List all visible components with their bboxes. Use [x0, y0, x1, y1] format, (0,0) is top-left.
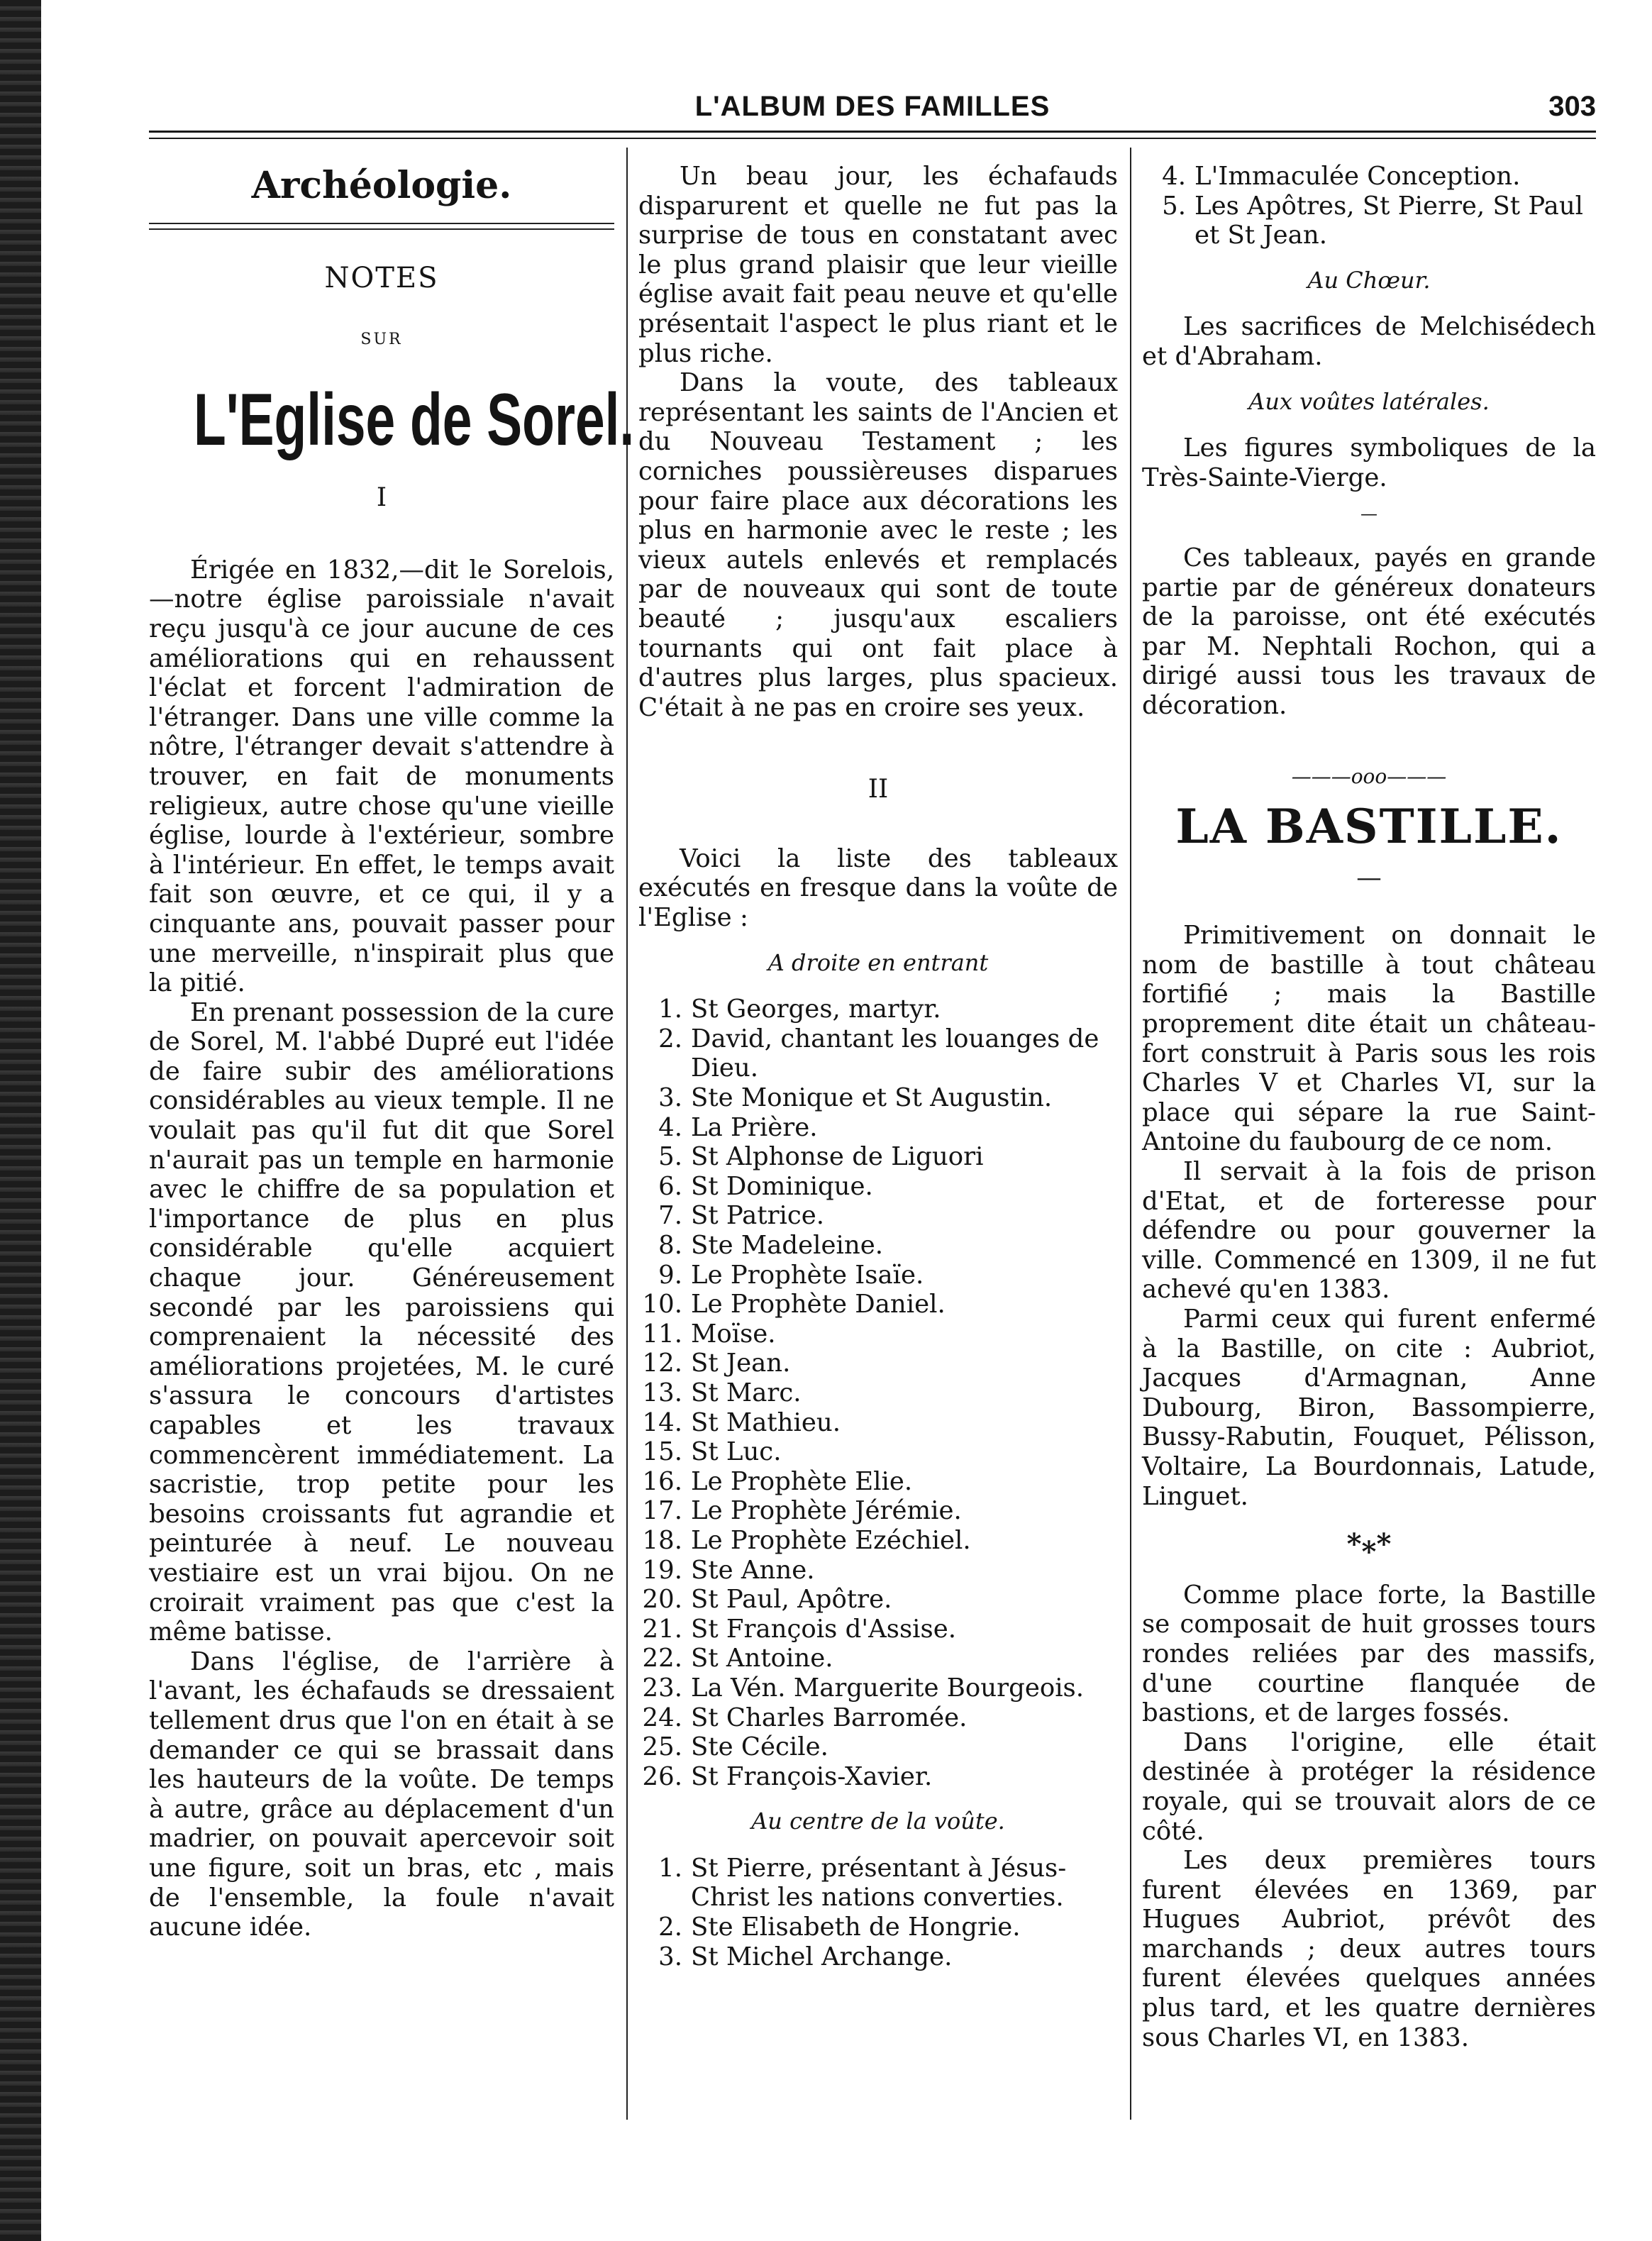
list-item: [1142, 162, 1596, 192]
list-item-text: St Marc.: [691, 1378, 802, 1407]
list-item-number: 4.: [658, 1112, 682, 1142]
page: [149, 71, 1596, 2128]
list-item-text: Ste Cécile.: [691, 1732, 828, 1762]
paragraph: En prenant possession de la cure de Sorel, M. l'abbé Dupré eut l'idée de faire subir des améliorations considérables au vieux temple. Il ne voulait pas qu'il fut dit que Sorel n'aurait pas un temple en harmonie avec le chiffre de sa population et l'importance de plus en plus considérable qu'elle acquiert chaque jour. Généreusement secondé par les paroissiens qui comprenaient la nécessité des améliorations projetées, M. le curé s'assura le concours d'artistes capables et les travaux commencèrent immédiatement. La sacristie, trop petite pour les besoins croissants fut agrandie et peinturée à neuf. Le nouveau vestiaire est un vrai bijou. On ne croirait vraiment pas que c'est la même batisse.: [149, 997, 614, 1647]
list-item: [638, 1437, 1118, 1467]
list-item: [1142, 192, 1596, 250]
list-item-number: 15.: [642, 1437, 682, 1467]
list-item-text: St Dominique.: [691, 1171, 873, 1201]
paragraph: Érigée en 1832,—dit le Sorelois,—notre église paroissiale n'avait reçu jusqu'à ce jour aucune de ces améliorations qui en rehaussent l'éclat et forcent l'admiration de l'étranger. Dans une ville comme la nôtre, l'étranger devait s'attendre à trouver, en fait de monuments religieux, autre chose qu'une vieille église, lourde à l'extérieur, sombre à l'intérieur. En effet, le temps avait fait son œuvre, et ce qui, il y a cinquante ans, pouvait passer pour une merveille, n'inspirait plus que la pitié.: [149, 555, 614, 998]
list-item: [638, 1854, 1118, 1913]
list-item: [638, 1319, 1118, 1349]
paintings-list-continued: [1142, 162, 1596, 250]
list-item: [638, 1703, 1118, 1733]
book-spine-edge: [0, 0, 41, 2241]
paragraph: Les figures symboliques de la Très-Sainte-Vierge.: [1142, 433, 1596, 492]
list-item-text: St Alphonse de Liguori: [691, 1142, 984, 1172]
list-item-number: 9.: [658, 1260, 682, 1290]
list-item-text: Ste Madeleine.: [691, 1231, 883, 1260]
list-item-number: 2.: [658, 1913, 682, 1942]
list-item-number: 13.: [642, 1378, 682, 1407]
list-item-number: 19.: [642, 1555, 682, 1585]
asterism: *⁎*: [1346, 1527, 1392, 1561]
list-item-text: La Vén. Marguerite Bourgeois.: [691, 1673, 1085, 1703]
list-item: [638, 1083, 1118, 1113]
list-item-number: 24.: [642, 1703, 682, 1732]
column-1: [149, 162, 635, 1942]
paragraph: Les deux premières tours furent élevées en 1369, par Hugues Aubriot, prévôt des marchands ; deux autres tours furent élevées quelques années plus tard, et les quatre dernières sous Charles VI, en 1383.: [1142, 1846, 1596, 2052]
list-item: [638, 1201, 1118, 1231]
paragraph: Dans l'église, de l'arrière à l'avant, les échafauds se dressaient tellement drus que l'on en était à se demander ce qui se brassait dans les hauteurs de la voûte. De temps à autre, grâce au déplacement d'un madrier, on pouvait apercevoir soit une figure, soit un bras, etc , mais de l'ensemble, la foule n'avait aucune idée.: [149, 1647, 614, 1942]
list-item-text: Le Prophète Isaïe.: [691, 1260, 924, 1290]
list-item-text: St Charles Barromée.: [691, 1703, 968, 1732]
paragraph: Parmi ceux qui furent enfermé à la Bastille, on cite : Aubriot, Jacques d'Armagnan, Anne Dubourg, Biron, Bassompierre, Bussy-Rabutin, Fouquet, Pélisson, Voltaire, La Bourdonnais, Latude, Linguet.: [1142, 1305, 1596, 1511]
list-item-number: 23.: [642, 1673, 682, 1703]
paintings-list-right: [638, 995, 1118, 1791]
list-item: [638, 1615, 1118, 1644]
list-item: [638, 1378, 1118, 1408]
list-item-number: 3.: [658, 1083, 682, 1113]
list-item-text: St Luc.: [691, 1437, 782, 1467]
list-item-number: 6.: [658, 1171, 682, 1201]
page-number: 303: [1548, 91, 1596, 122]
list-item-number: 14.: [642, 1407, 682, 1437]
list-item: [638, 1024, 1118, 1083]
column-divider-2: [1130, 148, 1131, 2120]
list-item-number: 3.: [658, 1942, 682, 1971]
list-item-text: St Antoine.: [691, 1644, 833, 1673]
list-item-number: 21.: [642, 1614, 682, 1644]
list-item-text: Les Apôtres, St Pierre, St Paul et St Jean.: [1194, 191, 1584, 250]
list-item-text: La Prière.: [691, 1112, 818, 1142]
list-item: [638, 1556, 1118, 1586]
list-caption: Aux voûtes latérales.: [1248, 387, 1490, 415]
list-item-text: St François d'Assise.: [691, 1614, 957, 1644]
small-dash: —: [1360, 504, 1377, 524]
list-item-number: 2.: [658, 1024, 682, 1053]
notes-heading: NOTES: [324, 262, 439, 294]
list-item-number: 5.: [658, 1142, 682, 1172]
paragraph: Primitivement on donnait le nom de bastille à tout château fortifié ; mais la Bastille proprement dite était un château-fort construit à Paris sous les rois Charles V et Charles VI, sur la place qui sépare la rue Saint-Antoine du faubourg de ce nom.: [1142, 921, 1596, 1157]
paragraph: Comme place forte, la Bastille se composait de huit grosses tours rondes reliées par des massifs, d'une courtine flanquée de bastions, et de larges fossés.: [1142, 1580, 1596, 1728]
list-item: [638, 1942, 1118, 1972]
list-item-text: Le Prophète Ezéchiel.: [691, 1525, 971, 1555]
list-item-number: 12.: [642, 1349, 682, 1378]
list-item-text: L'Immaculée Conception.: [1194, 162, 1521, 191]
paragraph: Il servait à la fois de prison d'Etat, et de forteresse pour défendre ou pour gouverner la ville. Commencé en 1309, il ne fut achevé qu'en 1383.: [1142, 1157, 1596, 1305]
list-item: [638, 1231, 1118, 1261]
paragraph: Dans la voute, des tableaux représentant les saints de l'Ancien et du Nouveau Testament ; les corniches poussièreuses disparues pour faire place aux décorations les plus en harmonie avec le reste ; les vieux autels enlevés et remplacés par de nouveaux qui sont de toute beauté ; jusqu'aux escaliers tournants qui ont fait place à d'autres plus larges, plus spacieux. C'était à ne pas en croire ses yeux.: [638, 368, 1118, 722]
list-item-number: 22.: [642, 1644, 682, 1673]
list-item-text: Le Prophète Jérémie.: [691, 1496, 962, 1526]
list-item-number: 25.: [642, 1732, 682, 1762]
list-item: [638, 1261, 1118, 1290]
list-item: [638, 1142, 1118, 1172]
list-item-number: 4.: [1162, 162, 1186, 191]
list-item: [638, 1526, 1118, 1556]
paragraph: Ces tableaux, payés en grande partie par de généreux donateurs de la paroisse, ont été exécutés par M. Nephtali Rochon, qui a dirigé aussi tous les travaux de décoration.: [1142, 543, 1596, 720]
section-heading: Archéologie.: [251, 164, 512, 207]
list-item-text: St Pierre, présentant à Jésus-Christ les nations converties.: [691, 1853, 1067, 1913]
list-item: [638, 1113, 1118, 1143]
list-item-text: Le Prophète Daniel.: [691, 1290, 946, 1319]
list-item-text: Moïse.: [691, 1319, 776, 1349]
list-item: [638, 1349, 1118, 1378]
list-item-text: Ste Elisabeth de Hongrie.: [691, 1913, 1021, 1942]
sur-heading: SUR: [360, 330, 403, 348]
list-caption: Au centre de la voûte.: [751, 1808, 1005, 1835]
list-item: [638, 1732, 1118, 1762]
list-caption: A droite en entrant: [767, 948, 989, 976]
list-item-text: Ste Anne.: [691, 1555, 815, 1585]
list-item-number: 26.: [642, 1761, 682, 1791]
list-item-number: 11.: [642, 1319, 682, 1349]
list-item-number: 20.: [642, 1585, 682, 1615]
paragraph: Les sacrifices de Melchisédech et d'Abraham.: [1142, 312, 1596, 371]
running-title: L'ALBUM DES FAMILLES: [694, 91, 1050, 122]
list-item-number: 5.: [1162, 191, 1186, 221]
article-title-bastille: LA BASTILLE.: [1175, 799, 1563, 855]
list-item: [638, 1408, 1118, 1438]
list-item: [638, 1290, 1118, 1319]
list-item-number: 1.: [658, 1853, 682, 1883]
list-item-number: 8.: [658, 1231, 682, 1260]
list-item-number: 16.: [642, 1466, 682, 1496]
title-dash: —: [1356, 863, 1382, 892]
list-intro: Voici la liste des tableaux exécutés en fresque dans la voûte de l'Eglise :: [638, 843, 1118, 933]
list-item-text: Le Prophète Elie.: [691, 1466, 913, 1496]
list-item: [638, 1762, 1118, 1792]
column-2: [638, 162, 1118, 1971]
part-number: I: [376, 483, 387, 513]
paragraph: Dans l'origine, elle était destinée à protéger la résidence royale, qui se trouvait alors de ce côté.: [1142, 1727, 1596, 1846]
list-item-text: St Jean.: [691, 1349, 791, 1378]
column-3: [1142, 162, 1596, 2052]
list-item-number: 7.: [658, 1201, 682, 1231]
list-item-text: David, chantant les louanges de Dieu.: [691, 1024, 1099, 1083]
header-rule-thin: [149, 138, 1596, 139]
paintings-list-center: [638, 1854, 1118, 1971]
list-item: [638, 1172, 1118, 1202]
list-item-text: Ste Monique et St Augustin.: [691, 1083, 1053, 1113]
list-item-text: St Patrice.: [691, 1201, 825, 1231]
paragraph: Un beau jour, les échafauds disparurent et quelle ne fut pas la surprise de tous en constatant avec le plus grand plaisir que leur vieille église avait fait peau neuve et qu'elle présentait l'aspect le plus riant et le plus riche.: [638, 162, 1118, 368]
section-rule: [149, 223, 614, 230]
list-item-text: St Paul, Apôtre.: [691, 1585, 892, 1615]
list-item-number: 17.: [642, 1496, 682, 1526]
list-item-text: St François-Xavier.: [691, 1761, 933, 1791]
separator: ———ooo———: [1291, 764, 1447, 788]
list-item-text: St Georges, martyr.: [691, 995, 941, 1024]
list-item: [638, 1585, 1118, 1615]
list-item: [638, 1467, 1118, 1497]
list-item-number: 10.: [642, 1290, 682, 1319]
list-item-text: St Mathieu.: [691, 1407, 841, 1437]
list-item-number: 1.: [658, 995, 682, 1024]
header-rule: [149, 131, 1596, 133]
list-item: [638, 1644, 1118, 1673]
list-item: [638, 1913, 1118, 1942]
list-caption: Au Chœur.: [1307, 266, 1431, 294]
list-item-number: 18.: [642, 1525, 682, 1555]
list-item-text: St Michel Archange.: [691, 1942, 953, 1971]
list-item: [638, 1673, 1118, 1703]
article-title: L'Eglise de Sorel.: [194, 379, 635, 462]
part-number: II: [867, 775, 889, 804]
list-item: [638, 1496, 1118, 1526]
list-item: [638, 995, 1118, 1024]
